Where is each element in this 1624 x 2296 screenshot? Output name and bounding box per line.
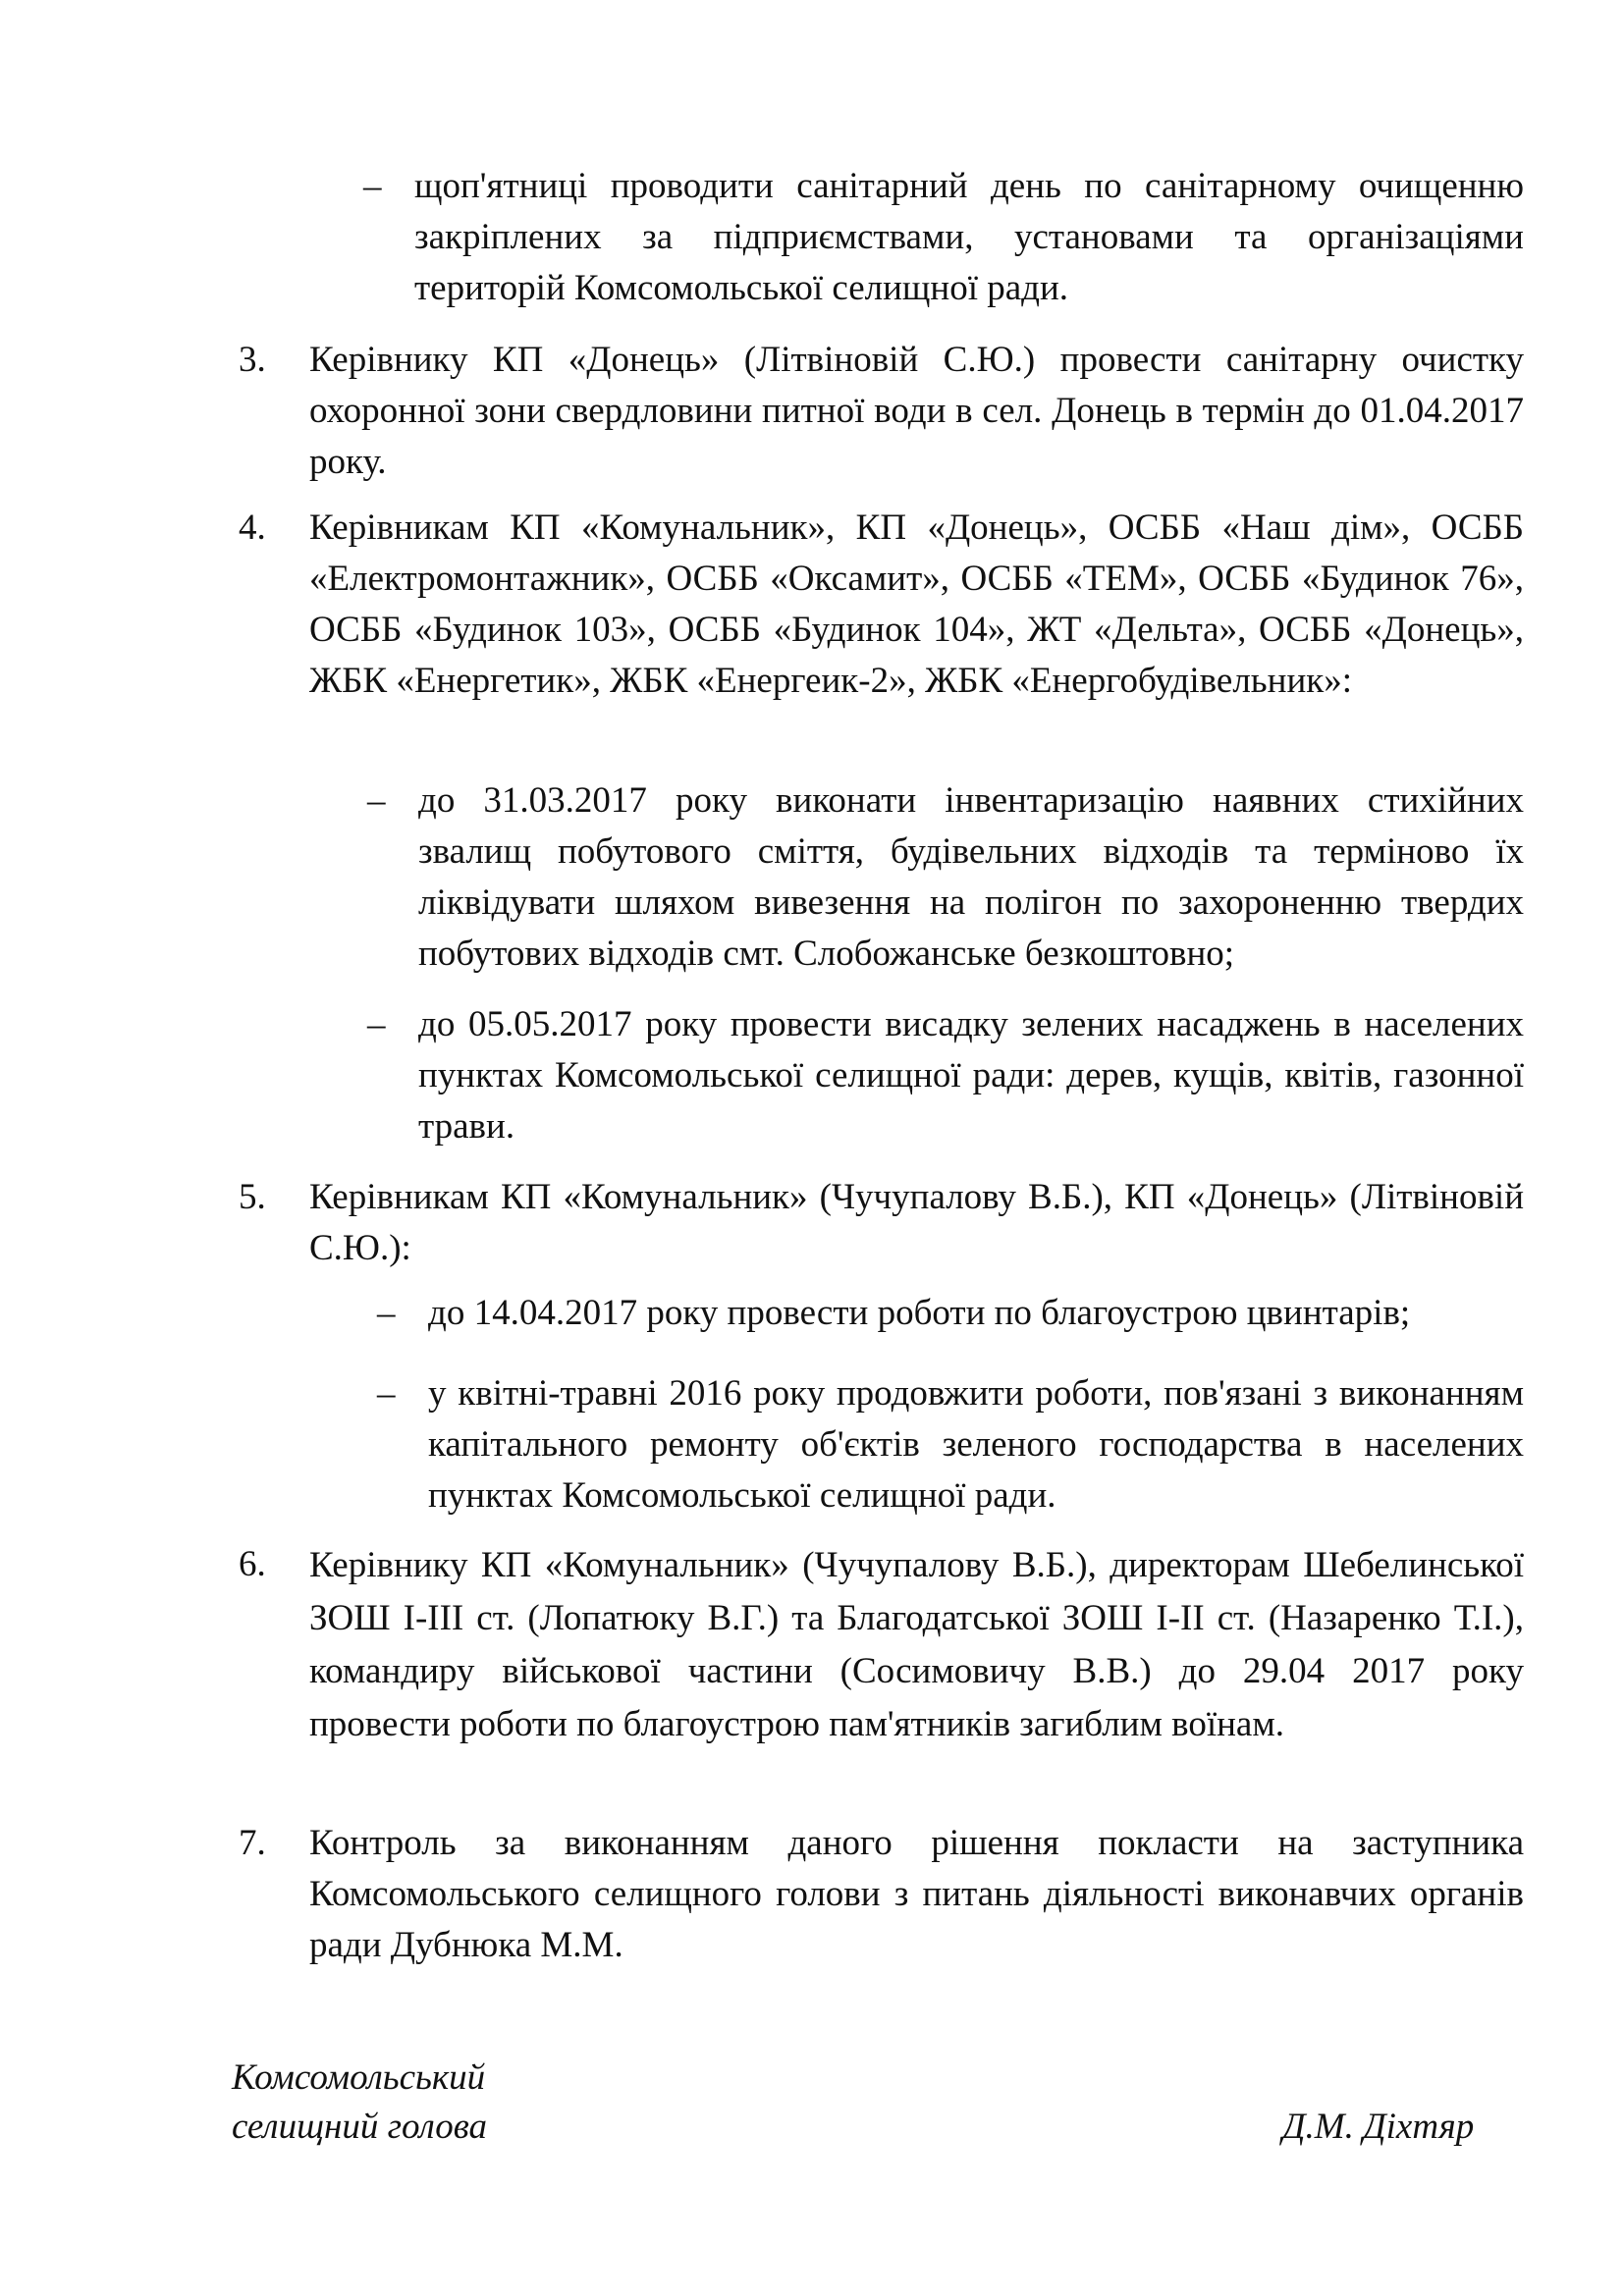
bullet-item (367, 775, 1524, 980)
dash-marker: – (363, 166, 382, 206)
bullet-text: до 14.04.2017 року провести роботи по благоустрою цвинтарів; (428, 1293, 1411, 1333)
signature-title-line2: селищний голова (232, 2107, 488, 2147)
dash-marker: – (367, 780, 386, 821)
dash-marker: – (377, 1373, 396, 1414)
bullet-text: до 31.03.2017 року виконати інвентаризацію наявних стихійних звалищ побутового сміття, будівельних відходів та терміново їх ліквідувати шляхом вивезення на полігон по захороненню твердих побутових відходів смт. Слобожанське безкоштовно; (418, 780, 1524, 974)
bullet-text: щоп'ятниці проводити санітарний день по санітарному очищенню закріплених за підприємствами, установами та організаціями територій Комсомольської селищної ради. (414, 166, 1524, 308)
item-number: 4. (239, 507, 266, 548)
numbered-item-text: Керівнику КП «Комунальник» (Чучупалову В.Б.), директорам Шебелинської ЗОШ І-ІІІ ст. (Лопатюку В.Г.) та Благодатської ЗОШ І-ІІ ст. (Назаренко Т.І.), командиру військової частини (Сосимовичу В.В.) до 29.04 2017 року провести роботи по благоустрою пам'ятників загиблим воїнам. (309, 1545, 1524, 1744)
signature-name: Д.М. Діхтяр (1282, 2107, 1475, 2147)
bullet-item (363, 161, 1524, 314)
numbered-item-text: Керівникам КП «Комунальник» (Чучупалову В.Б.), КП «Донець» (Літвіновій С.Ю.): (309, 1177, 1524, 1268)
numbered-item-text: Керівнику КП «Донець» (Літвіновій С.Ю.) провести санітарну очистку охоронної зони свердловини питної води в сел. Донець в термін до 01.04.2017 року. (309, 340, 1524, 482)
bullet-text: до 05.05.2017 року провести висадку зелених насаджень в населених пунктах Комсомольської селищної ради: дерев, кущів, квітів, газонної трави. (418, 1004, 1524, 1147)
signature-title (232, 2054, 487, 2152)
item-number: 3. (239, 340, 266, 380)
bullet-text: у квітні-травні 2016 року продовжити роботи, пов'язані з виконанням капітального ремонту об'єктів зеленого господарства в населених пунктах Комсомольської селищної ради. (428, 1373, 1524, 1516)
item-number: 7. (239, 1823, 266, 1863)
numbered-item-text: Контроль за виконанням даного рішення покласти на заступника Комсомольського селищного голови з питань діяльності виконавчих органів ради Дубнюка М.М. (309, 1823, 1524, 1965)
signature-title-line1: Комсомольський (232, 2057, 486, 2098)
bullet-item (377, 1368, 1524, 1522)
item-number: 6. (239, 1544, 266, 1584)
dash-marker: – (377, 1293, 396, 1333)
bullet-item (377, 1288, 1524, 1339)
numbered-item-text: Керівникам КП «Комунальник», КП «Донець», ОСББ «Наш дім», ОСББ «Електромонтажник», ОСББ «Оксамит», ОСББ «ТЕМ», ОСББ «Будинок 76», ОСББ «Будинок 103», ОСББ «Будинок 104», ЖТ «Дельта», ОСББ «Донець», ЖБК «Енергетик», ЖБК «Енергеик-2», ЖБК «Енергобудівельник»: (309, 507, 1524, 701)
bullet-item (367, 999, 1524, 1152)
item-number: 5. (239, 1177, 266, 1217)
dash-marker: – (367, 1004, 386, 1044)
